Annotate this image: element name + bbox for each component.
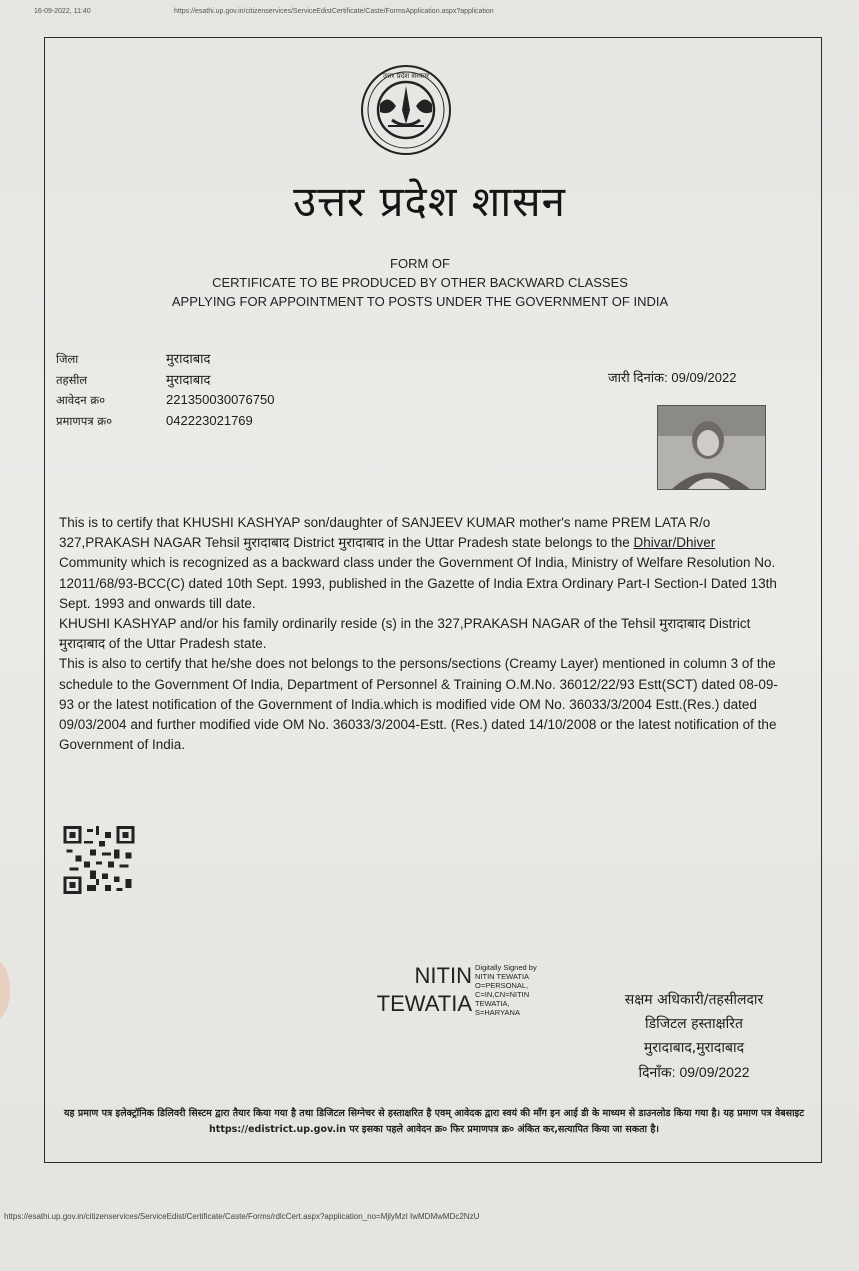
form-heading-line1: FORM OF — [390, 256, 450, 271]
meta-row-tehsil — [56, 370, 274, 391]
meta-label: जिला — [56, 352, 79, 366]
caste-name: Dhivar/Dhiver — [633, 535, 716, 551]
issue-date: जारी दिनांक: 09/09/2022 — [608, 370, 737, 385]
meta-row-certificate-no — [56, 411, 274, 432]
sig-line: TEWATIA, — [475, 999, 510, 1008]
residence-paragraph: KHUSHI KASHYAP and/or his family ordinarily reside (s) in the 327,PRAKASH NAGAR of the Tehsil मुरादाबाद District मुरादाबाद of the Uttar Pradesh state. — [59, 616, 751, 652]
print-timestamp: 16-09-2022, 11:40 — [34, 8, 91, 15]
officer-digital-signed: डिजिटल हस्ताक्षरित — [645, 1016, 743, 1032]
form-heading — [60, 254, 780, 311]
applicant-photo — [657, 405, 766, 490]
browser-print-footer-url: https://esathi.up.gov.in/citizenservices/ServiceEdist/Certificate/Caste/Forms/rdlcCert.aspx?application_no=MjlyMzI IwMDMwMDc2NzU — [4, 1212, 480, 1221]
emblem-text: उत्तर प्रदेश सरकार — [382, 72, 430, 80]
officer-location: मुरादाबाद,मुरादाबाद — [643, 1040, 745, 1056]
up-government-emblem — [350, 64, 462, 156]
sig-line: C=IN,CN=NITIN — [475, 990, 530, 999]
certify-paragraph — [59, 513, 781, 614]
certify-text-b: Community which is recognized as a backward class under the Government Of India, Ministry of Welfare Resolution No. 12011/68/93-BCC(C) dated 10th Sept. 1993, published in the Gazette of India Extra Ordinary Part-I Section-I Dated 13th Sept. 1993 and onwards till date. — [59, 555, 777, 611]
signer-last-name: TEWATIA — [376, 991, 472, 1016]
form-heading-line3: APPLYING FOR APPOINTMENT TO POSTS UNDER THE GOVERNMENT OF INDIA — [171, 294, 669, 309]
meta-value: मुरादाबाद — [166, 351, 211, 366]
meta-row-district — [56, 349, 274, 370]
verification-note: यह प्रमाण पत्र इलेक्ट्रॉनिक डिलिवरी सिस्टम द्वारा तैयार किया गया है तथा डिजिटल सिग्नेचर से हस्ताक्षरित है एवम् आवेदक द्वारा स्वयं की माँग इन आई डी के माध्यम से डाउनलोड किया गया है। यह प्रमाण पत्र वेबसाइट https://edistrict.up.gov.in पर इसका पहले आवेदन क्र० फिर प्रमाणपत्र क्र० अंकित कर,सत्यापित किया जा सकता है। — [64, 1108, 804, 1135]
print-url: https://esathi.up.gov.in/citizenservices/ServiceEdistCertificate/Caste/FormsApplication.aspx?application — [174, 8, 494, 15]
creamy-layer-paragraph: This is also to certify that he/she does not belongs to the persons/sections (Creamy Layer) mentioned in column 3 of the schedule to the Government Of India, Department of Personnel & Training O.M.No. 36012/22/93 Estt(SCT) dated 08-09-93 or the latest notification of the Government of India.which is modified vide OM No. 36033/3/2004 Estt.(Res.) dated 09/03/2004 and further modified vide OM No. 36033/3/2004-Estt. (Res.) dated 14/10/2008 or the latest notification of the Government of India. — [59, 656, 778, 753]
government-title: उत्तर प्रदेश शासन — [293, 177, 566, 226]
meta-value: मुरादाबाद — [166, 371, 211, 387]
qr-code — [63, 826, 135, 894]
browser-print-header — [34, 8, 494, 15]
certificate-body — [59, 513, 781, 755]
signer-first-name: NITIN — [414, 963, 472, 988]
sig-line: NITIN TEWATIA — [475, 972, 530, 981]
sig-line: O=PERSONAL, — [475, 981, 529, 990]
officer-date: दिनाँक: 09/09/2022 — [638, 1064, 750, 1080]
meta-row-application-no — [56, 390, 274, 411]
digital-signature-details — [475, 963, 537, 1017]
meta-label: प्रमाणपत्र क्र० — [56, 413, 113, 428]
meta-label: आवेदन क्र० — [56, 393, 106, 407]
certify-text-a: This is to certify that KHUSHI KASHYAP son/daughter of SANJEEV KUMAR mother's name PREM LATA R/o 327,PRAKASH NAGAR Tehsil मुरादाबाद District मुरादाबाद in the Uttar Pradesh state belongs to the — [59, 515, 711, 551]
meta-value: 221350030076750 — [166, 392, 275, 407]
finger-shadow — [0, 960, 10, 1020]
officer-designation: सक्षम अधिकारी/तहसीलदार — [624, 992, 764, 1008]
meta-label: तहसील — [56, 372, 88, 387]
signer-name — [366, 962, 472, 1018]
certificate-meta — [56, 349, 274, 431]
meta-value: 042223021769 — [166, 412, 253, 428]
sig-line: Digitally Signed by — [475, 963, 537, 972]
sig-line: S=HARYANA — [475, 1008, 520, 1017]
issuing-officer-block — [604, 988, 784, 1084]
form-heading-line2: CERTIFICATE TO BE PRODUCED BY OTHER BACKWARD CLASSES — [212, 275, 628, 290]
